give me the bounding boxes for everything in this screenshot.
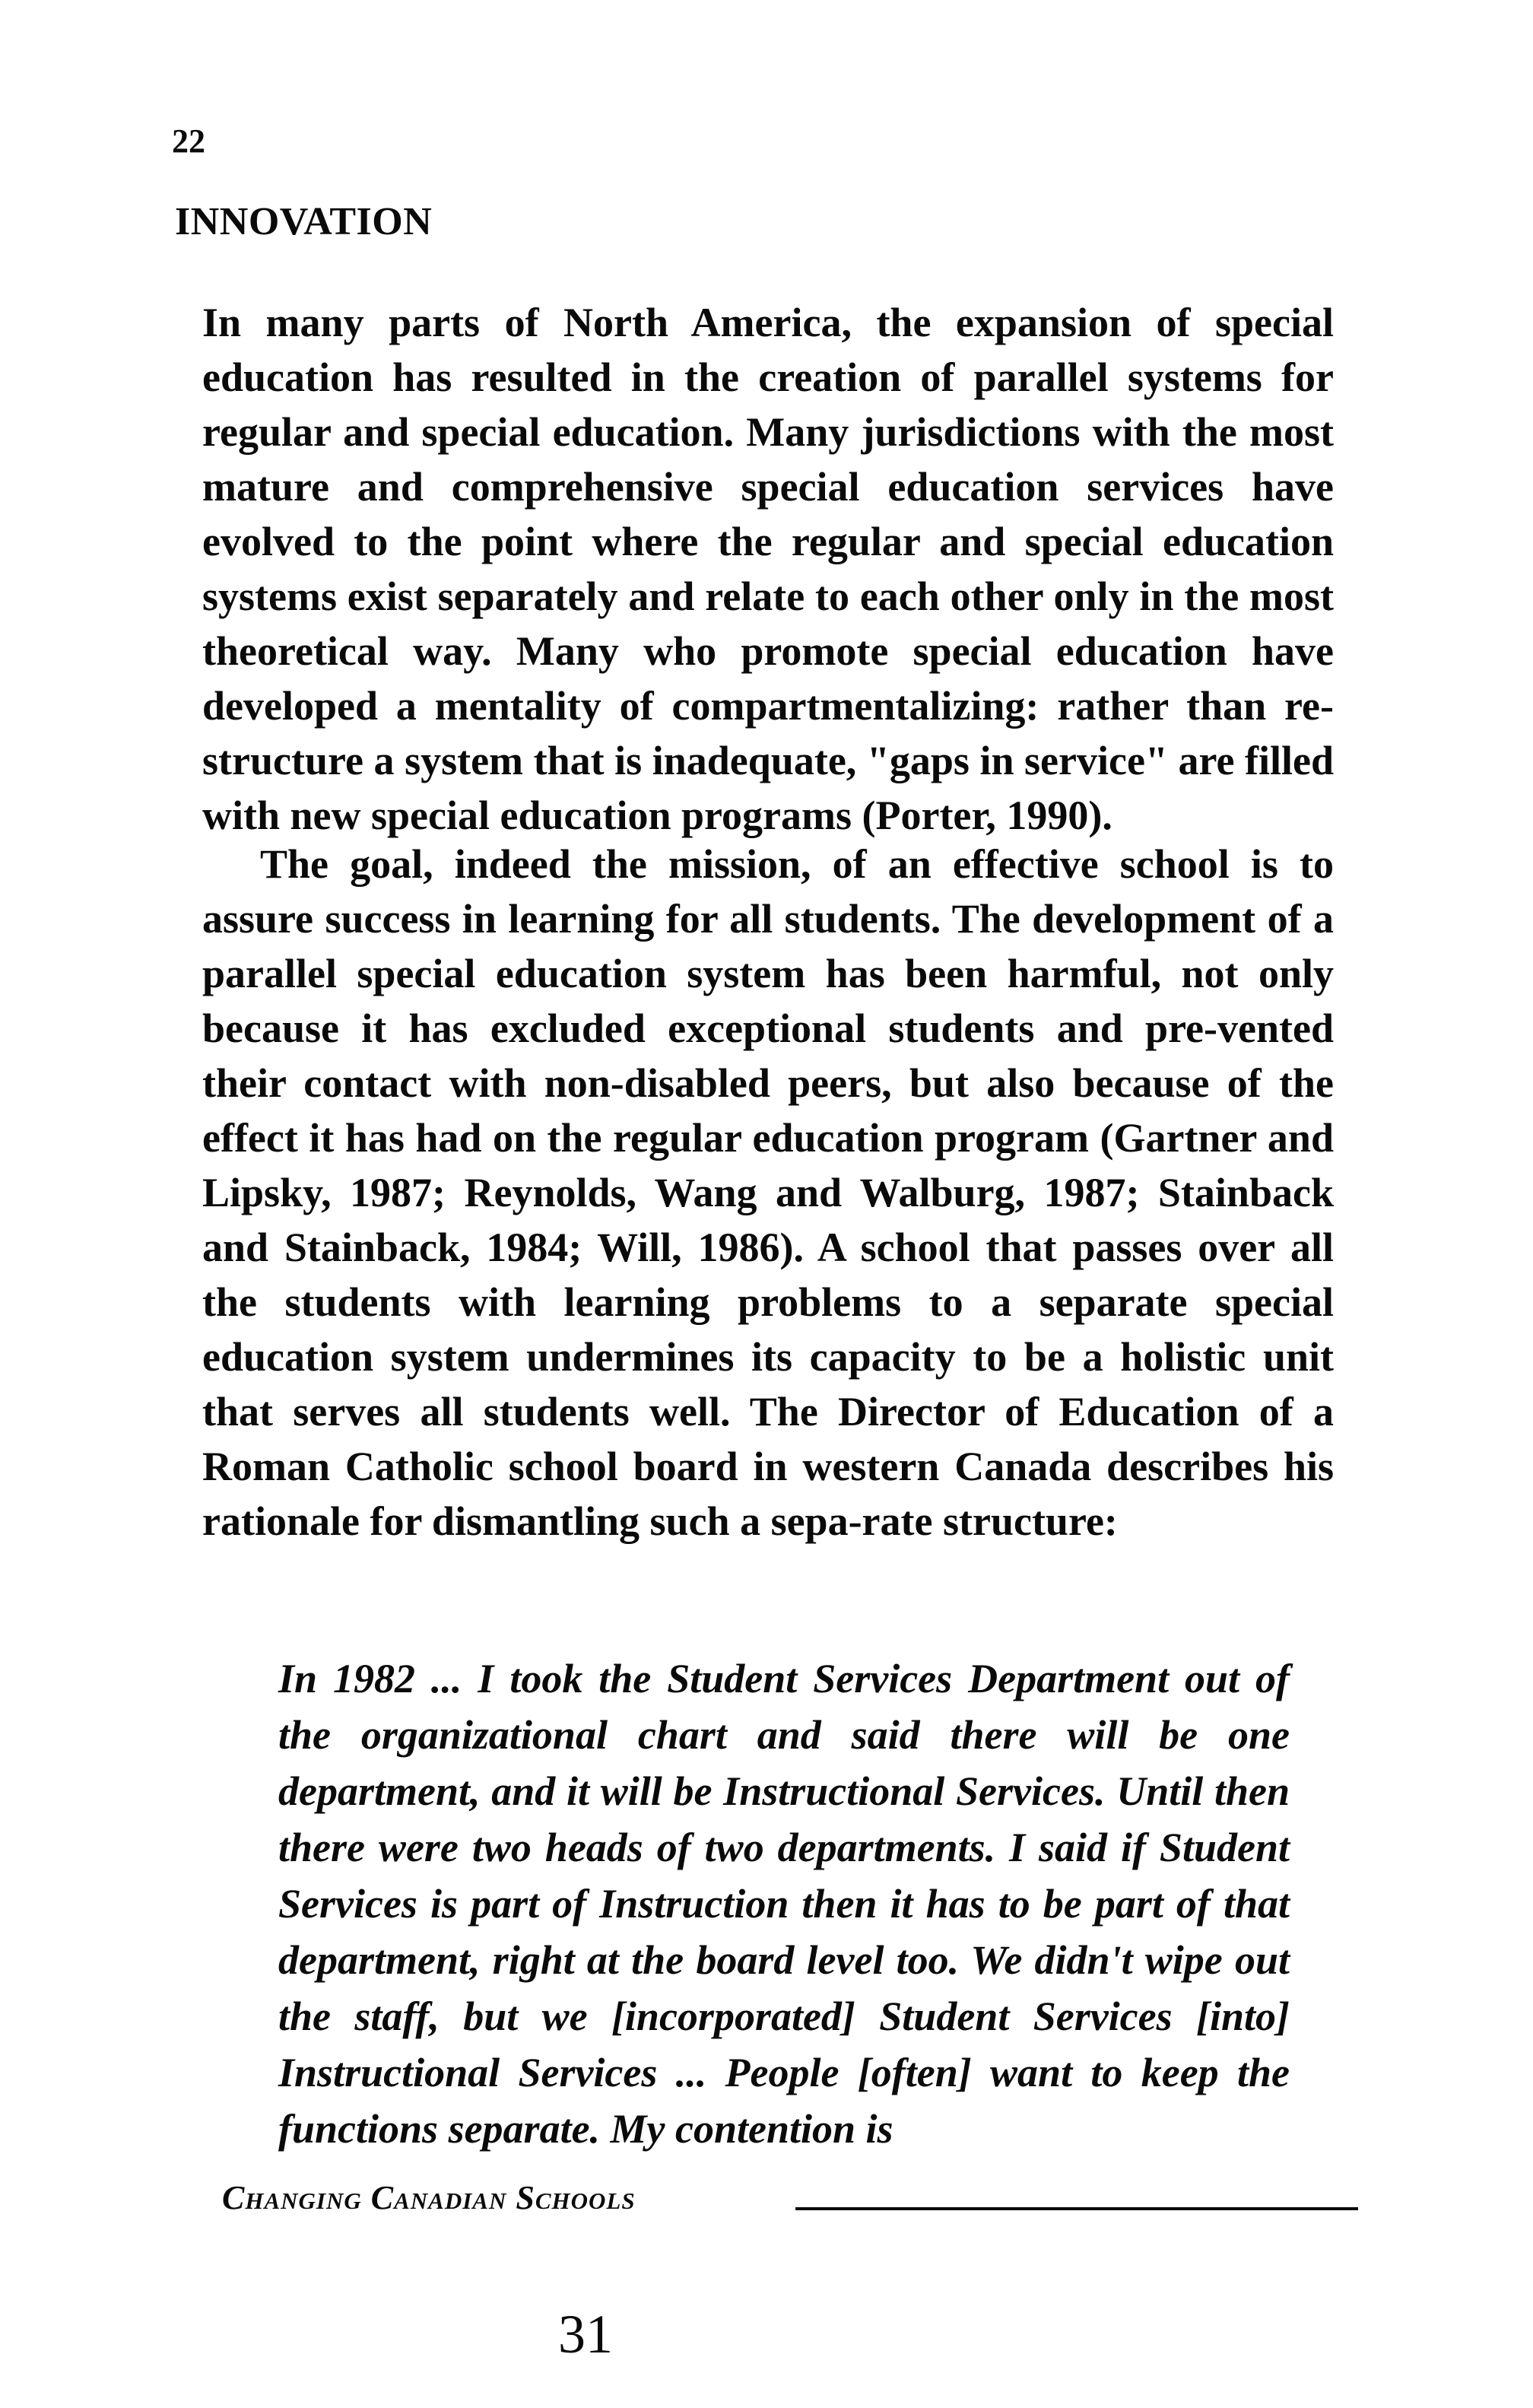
sheet-number: 31: [558, 2304, 613, 2365]
page-number: 22: [172, 122, 205, 160]
section-heading: INNOVATION: [175, 200, 433, 243]
running-footer-title: Changing Canadian Schools: [222, 2179, 636, 2216]
footer-rule: [795, 2207, 1358, 2210]
block-quote: In 1982 ... I took the Student Services Department out of the organizational chart and said there will be one department, and it will be Instructional Services. Until then there were two heads of two departments. I said if Student Services is part of Instruction then it has to be part of that department, right at the board level too. We didn't wipe out the staff, but we [incorporated] Student Services [into] Instructional Services ... People [often] want to keep the functions separate. My contention is: [278, 1656, 1290, 2152]
paragraph-2: The goal, indeed the mission, of an effective school is to assure success in learning for all students. The development of a parallel special education system has been harmful, not only because it has excluded exceptional students and pre-vented their contact with non-disabled peers, but also because of the effect it has had on the regular education program (Gartner and Lipsky, 1987; Reynolds, Wang and Walburg, 1987; Stainback and Stainback, 1984; Will, 1986). A school that passes over all the students with learning problems to a separate special education system undermines its capacity to be a holistic unit that serves all students well. The Director of Education of a Roman Catholic school board in western Canada describes his rationale for dismantling such a sepa-rate structure:: [202, 841, 1334, 1544]
paragraph-1: In many parts of North America, the expansion of special education has resulted in the creation of parallel systems for regular and special education. Many jurisdictions with the most mature and comprehensive special education services have evolved to the point where the regular and special education systems exist separately and relate to each other only in the most theoretical way. Many who promote special education have developed a mentality of compartmentalizing: rather than re-structure a system that is inadequate, "gaps in service" are filled with new special education programs (Porter, 1990).: [202, 300, 1334, 838]
